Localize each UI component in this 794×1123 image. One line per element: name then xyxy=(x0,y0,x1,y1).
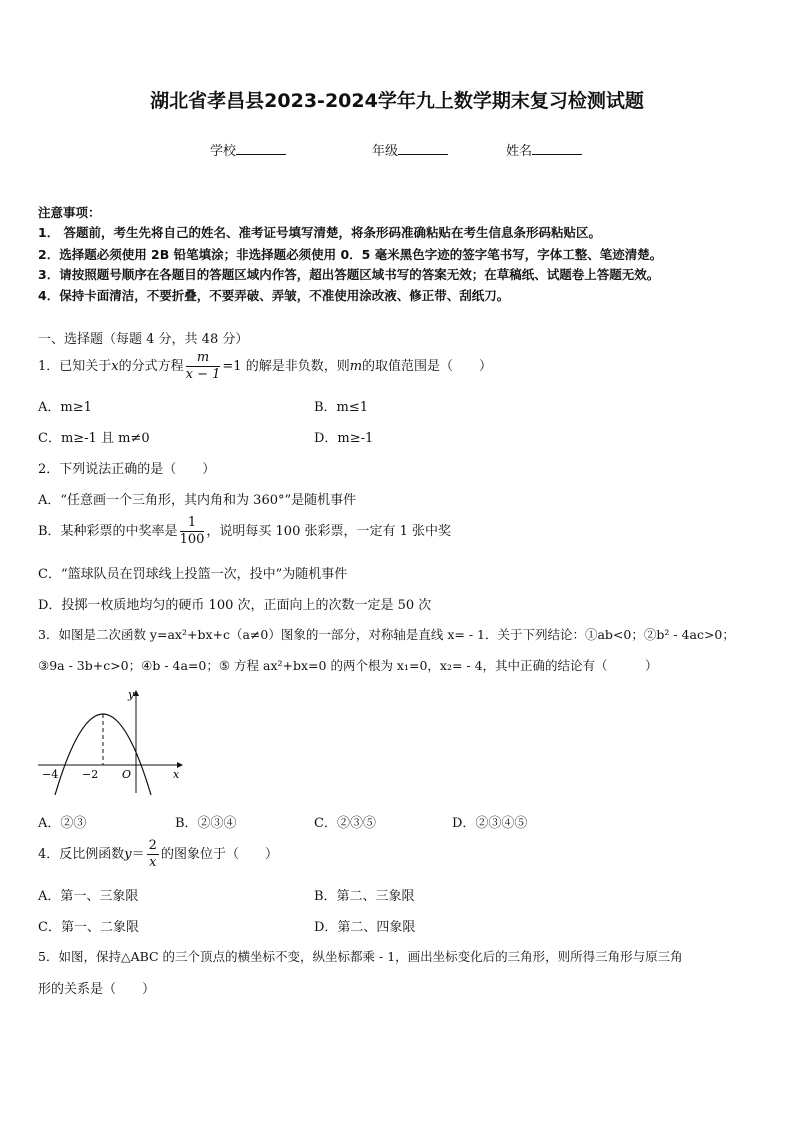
q3-parabola-graph xyxy=(36,685,186,795)
q4-text-b: 的图象位于（ ） xyxy=(160,847,278,862)
q4-option-a[interactable]: A．第一、三象限 xyxy=(38,889,139,904)
name-field xyxy=(506,140,582,159)
question-1-stem xyxy=(38,350,492,383)
q3-option-c[interactable]: C．②③⑤ xyxy=(314,816,376,831)
q1-option-c[interactable]: C．m≥-1 且 m≠0 xyxy=(38,431,150,446)
grade-field xyxy=(372,140,448,159)
q2-option-b[interactable] xyxy=(38,515,451,548)
notice-heading: 注意事项： xyxy=(38,205,101,220)
origin-label: O xyxy=(122,768,132,781)
q4-frac-num: 2 xyxy=(148,838,157,853)
q1-text-c: =1 的解是非负数，则 xyxy=(222,359,350,374)
x-axis-label: x xyxy=(173,768,180,781)
q1-frac-den: x − 1 xyxy=(185,367,221,382)
q4-fraction xyxy=(147,838,159,871)
q2-option-c[interactable]: C．“篮球队员在罚球线上投篮一次，投中”为随机事件 xyxy=(38,567,348,582)
q4-text-a: 4．反比例函数 xyxy=(38,847,125,862)
parabola-curve xyxy=(55,714,151,795)
q1-text-d: 的取值范围是（ ） xyxy=(362,359,493,374)
q3-option-a[interactable]: A．②③ xyxy=(38,816,87,831)
q1-text-a: 1．已知关于 xyxy=(38,359,112,374)
y-axis-label: y xyxy=(128,688,135,701)
q2-option-d[interactable]: D．投掷一枚质地均匀的硬币 100 次，正面向上的次数一定是 50 次 xyxy=(38,598,432,613)
q2-fraction xyxy=(180,515,205,548)
q1-option-d[interactable]: D．m≥-1 xyxy=(314,431,374,446)
section-heading: 一、选择题（每题 4 分，共 48 分） xyxy=(38,332,249,347)
tick-label-neg4: −4 xyxy=(42,768,59,781)
q1-fraction xyxy=(186,350,221,383)
q4-option-c[interactable]: C．第一、二象限 xyxy=(38,920,139,935)
question-5-line-2: 形的关系是（ ） xyxy=(38,982,156,997)
q4-equals: ＝ xyxy=(131,847,145,862)
q4-option-b[interactable]: B．第二、三象限 xyxy=(314,889,415,904)
question-4-stem xyxy=(38,838,278,871)
q2-frac-den: 100 xyxy=(179,532,205,547)
notice-item: 1． 答题前，考生先将自己的姓名、准考证号填写清楚，将条形码准确粘贴在考生信息条形码粘贴区。 xyxy=(38,225,602,240)
school-field xyxy=(210,140,286,159)
grade-blank[interactable] xyxy=(398,142,448,155)
q1-option-b[interactable]: B．m≤1 xyxy=(314,400,369,415)
q4-frac-den: x xyxy=(149,855,157,870)
grade-label: 年级 xyxy=(372,144,399,159)
q1-var-x: x xyxy=(111,359,119,374)
q3-option-d[interactable]: D．②③④⑤ xyxy=(452,816,528,831)
tick-label-neg2: −2 xyxy=(82,768,99,781)
question-3-line-1: 3．如图是二次函数 y=ax²+bx+c（a≠0）图象的一部分，对称轴是直线 x= - 1．关于下列结论：①ab<0；②b² - 4ac>0； xyxy=(38,627,735,642)
school-blank[interactable] xyxy=(236,142,286,155)
q1-text-b: 的分式方程 xyxy=(118,359,184,374)
q2-option-b-text-b: ，说明每买 100 张彩票，一定有 1 张中奖 xyxy=(206,524,452,539)
question-2-stem: 2．下列说法正确的是（ ） xyxy=(38,462,216,477)
q2-frac-num: 1 xyxy=(180,515,205,532)
q3-option-b[interactable]: B．②③④ xyxy=(175,816,237,831)
school-label: 学校 xyxy=(210,144,237,159)
question-5-line-1: 5．如图，保持△ABC 的三个顶点的横坐标不变，纵坐标都乘 - 1，画出坐标变化后的三角形，则所得三角形与原三角 xyxy=(38,949,683,964)
question-3-line-2: ③9a - 3b+c>0；④b - 4a=0；⑤ 方程 ax²+bx=0 的两个根为 x₁=0，x₂= - 4，其中正确的结论有（ ） xyxy=(38,658,658,673)
name-blank[interactable] xyxy=(532,142,582,155)
q4-option-d[interactable]: D．第二、四象限 xyxy=(314,920,416,935)
q1-option-a[interactable]: A．m≥1 xyxy=(38,400,92,415)
notice-item: 4．保持卡面清洁，不要折叠，不要弄破、弄皱，不准使用涂改液、修正带、刮纸刀。 xyxy=(38,288,510,303)
name-label: 姓名 xyxy=(506,144,533,159)
q4-var-y: y xyxy=(124,847,132,862)
exam-title: 湖北省孝昌县2023-2024学年九上数学期末复习检测试题 xyxy=(150,90,644,112)
notice-item: 2．选择题必须使用 2B 铅笔填涂；非选择题必须使用 0．5 毫米黑色字迹的签字笔书写，字体工整、笔迹清楚。 xyxy=(38,247,663,262)
notice-item: 3．请按照题号顺序在各题目的答题区域内作答，超出答题区域书写的答案无效；在草稿纸、试题卷上答题无效。 xyxy=(38,267,660,282)
q2-option-a[interactable]: A．“任意画一个三角形，其内角和为 360°”是随机事件 xyxy=(38,493,357,508)
q2-option-b-text-a: B．某种彩票的中奖率是 xyxy=(38,524,178,539)
q1-frac-num: m xyxy=(186,350,221,367)
q1-var-m: m xyxy=(349,359,363,374)
